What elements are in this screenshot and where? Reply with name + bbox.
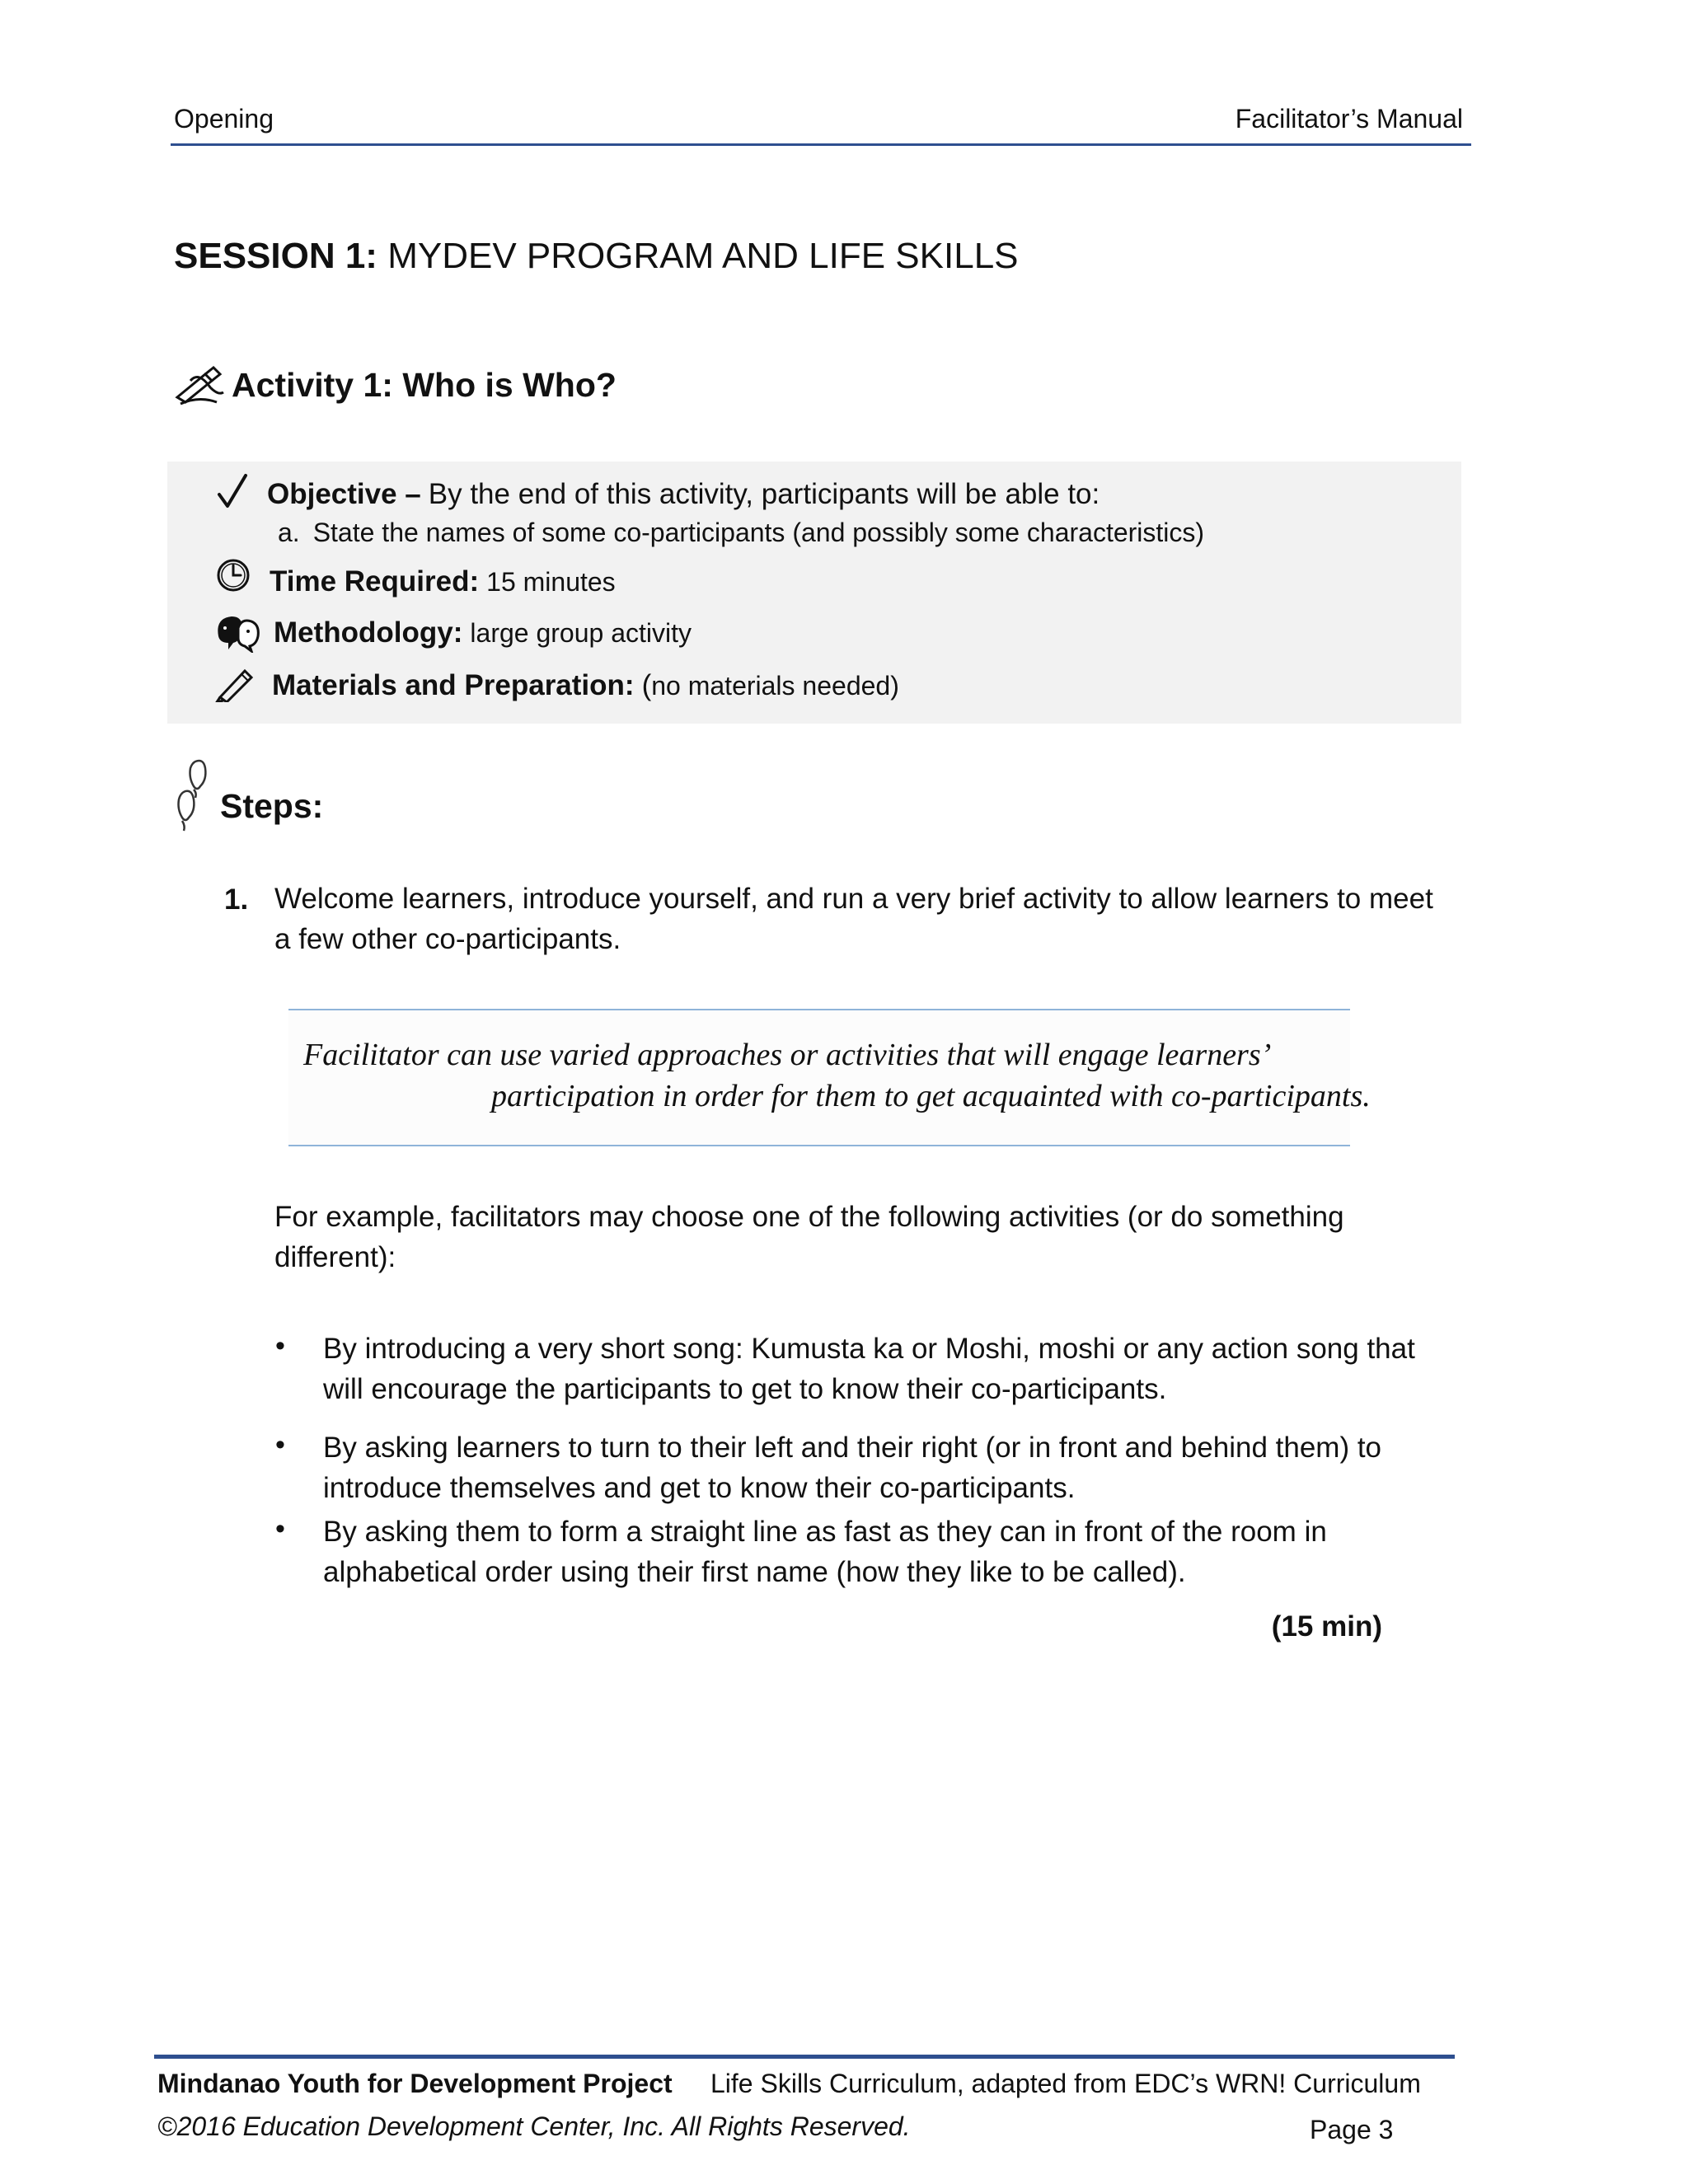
step-duration: (15 min): [1271, 1610, 1382, 1643]
checkmark-icon: [217, 473, 248, 509]
activity-title: Activity 1: Who is Who?: [232, 365, 617, 404]
footer-organization: Mindanao Youth for Development Project: [157, 2069, 673, 2098]
header-section: Opening: [174, 104, 274, 134]
objective-row: [267, 478, 1100, 511]
list-item: By asking learners to turn to their left and their right (or in front and behind them) to introduce themselves and get to know their co-participants.: [323, 1432, 1382, 1504]
session-prefix: SESSION 1:: [174, 236, 377, 276]
session-title: [174, 236, 1019, 277]
header-manual-title: Facilitator’s Manual: [1235, 104, 1463, 134]
step-number: 1.: [224, 883, 249, 916]
page-number: Page 3: [1310, 2115, 1394, 2144]
note-bottom-rule: [288, 1145, 1350, 1146]
steps-label: Steps:: [220, 787, 324, 825]
footer-divider: [154, 2055, 1455, 2059]
objective-text: By the end of this activity, participants will be able to:: [428, 478, 1100, 510]
objective-item: [278, 518, 1204, 548]
steps-heading: [176, 757, 323, 832]
step-text: Welcome learners, introduce yourself, and run a very brief activity to allow learners to meet a few other co-participants.: [274, 883, 1433, 955]
objective-item-marker: a.: [278, 518, 300, 547]
activity-info-box: [167, 462, 1461, 724]
bullet-marker: •: [275, 1330, 285, 1361]
methodology-label: Methodology:: [274, 616, 463, 649]
writing-hand-icon: [174, 363, 228, 407]
materials-value: no materials needed): [651, 671, 899, 701]
facilitator-note-line2: participation in order for them to get acquainted with co-participants.: [491, 1079, 1371, 1113]
activity-heading: [174, 363, 617, 407]
time-row: [270, 565, 616, 598]
footprints-icon: [176, 757, 218, 832]
materials-label: Materials and Preparation:: [272, 669, 635, 701]
footer-curriculum: Life Skills Curriculum, adapted from EDC’s WRN! Curriculum: [710, 2069, 1421, 2098]
footer-copyright: ©2016 Education Development Center, Inc. All Rights Reserved.: [157, 2111, 911, 2141]
header-divider: [171, 143, 1471, 146]
clock-icon: [215, 557, 251, 593]
facilitator-note-line1: Facilitator can use varied approaches or activities that will engage learners’: [303, 1038, 1272, 1072]
materials-open-paren: (: [641, 669, 652, 701]
objective-item-text: State the names of some co-participants (and possibly some characteristics): [312, 518, 1205, 547]
time-value: 15 minutes: [486, 567, 616, 597]
time-label: Time Required:: [270, 565, 480, 598]
objective-label: Objective –: [267, 478, 421, 510]
materials-row: [272, 669, 899, 702]
pencil-icon: [215, 666, 256, 702]
note-top-rule: [288, 1009, 1350, 1010]
people-talking-icon: [213, 612, 261, 653]
bullet-marker: •: [275, 1513, 285, 1544]
methodology-value: large group activity: [470, 618, 692, 648]
methodology-row: [274, 616, 692, 649]
example-intro: For example, facilitators may choose one of the following activities (or do something different):: [274, 1201, 1344, 1273]
bullet-marker: •: [275, 1429, 285, 1460]
list-item: By asking them to form a straight line as fast as they can in front of the room in alphabetical order using their first name (how they like to be called).: [323, 1516, 1327, 1588]
list-item: By introducing a very short song: Kumusta ka or Moshi, moshi or any action song that will encourage the participants to get to know their co-participants.: [323, 1333, 1415, 1405]
session-name: MYDEV PROGRAM AND LIFE SKILLS: [387, 236, 1019, 276]
